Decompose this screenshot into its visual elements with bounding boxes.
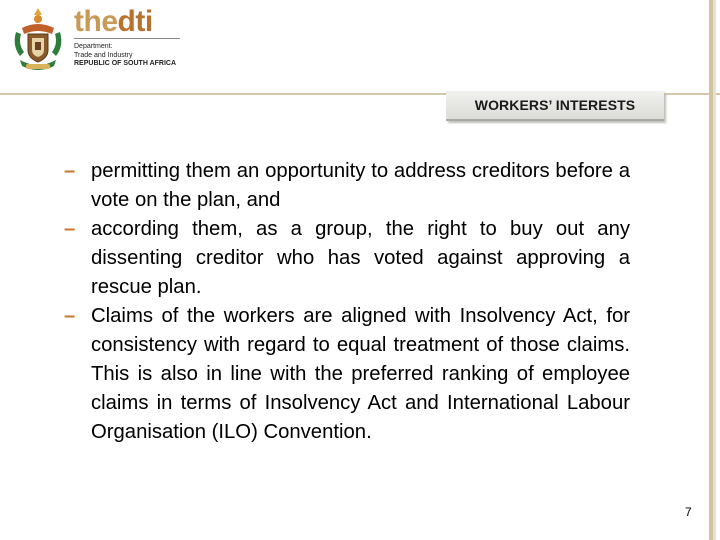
bullet-dash: – (64, 160, 76, 182)
bullet-text: according them, as a group, the right to buy out any dissenting creditor who has voted against approving a rescue plan. (91, 218, 630, 298)
bullet-dash: – (64, 305, 76, 327)
logo-the-text: the (74, 5, 118, 38)
list-item (64, 215, 630, 302)
logo-divider (74, 38, 180, 39)
dept-line-3: REPUBLIC OF SOUTH AFRICA (74, 60, 177, 67)
bullet-text: Claims of the workers are aligned with Insolvency Act, for consistency with regard to equal treatment of those claims. This is also in line with the preferred ranking of employee claims in terms of Insolvency Act and International Labour Organisation (ILO) Convention. (91, 305, 630, 443)
list-item (64, 157, 630, 215)
bullet-text: permitting them an opportunity to address creditors before a vote on the plan, and (91, 160, 630, 211)
bullet-list (64, 157, 630, 447)
page-number: 7 (685, 505, 692, 519)
dti-logo (74, 2, 153, 42)
slide-title-tab (446, 91, 664, 121)
list-item (64, 302, 630, 447)
bullet-dash: – (64, 218, 76, 240)
logo-dti-text: dti (117, 5, 153, 38)
slide-title: WORKERS’ INTERESTS (474, 97, 636, 113)
right-accent-bar-light (713, 0, 716, 540)
coat-of-arms-icon (10, 6, 66, 74)
dept-line-1: Department: (74, 43, 113, 50)
dept-line-2: Trade and Industry (74, 51, 133, 59)
department-name (74, 43, 176, 69)
